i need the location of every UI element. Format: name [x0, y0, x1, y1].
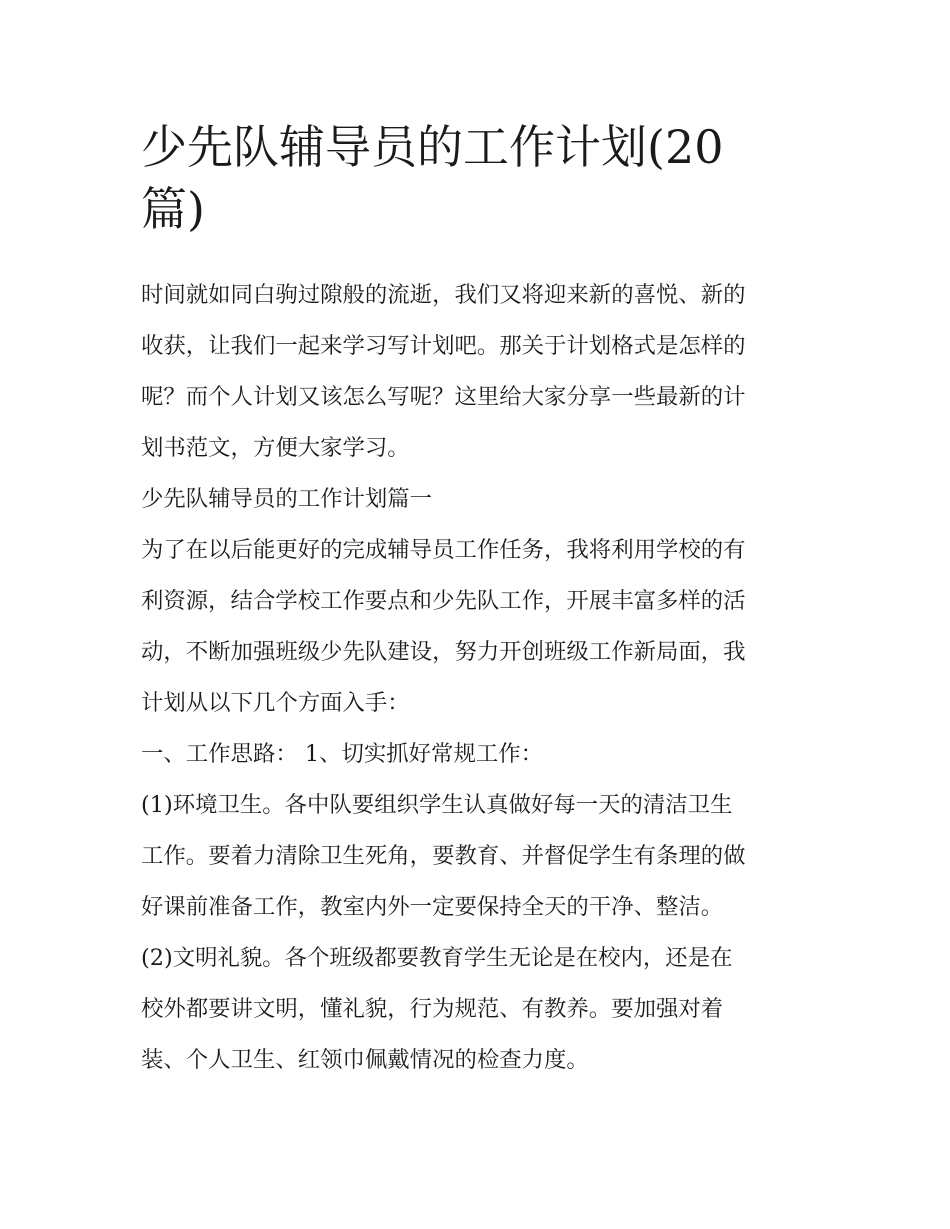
work-ideas-heading: [141, 729, 813, 780]
text-line: 动，不断加强班级少先队建设，努力开创班级工作新局面，我: [141, 639, 746, 665]
item-environment-hygiene: [141, 780, 813, 933]
text-line: 好课前准备工作，教室内外一定要保持全天的干净、整洁。: [141, 894, 724, 920]
text-line: 利资源，结合学校工作要点和少先队工作，开展丰富多样的活: [141, 588, 746, 614]
text-line: 时间就如同白驹过隙般的流逝，我们又将迎来新的喜悦、新的: [141, 282, 746, 308]
intro-paragraph: [141, 270, 813, 474]
text-line: 划书范文，方便大家学习。: [141, 435, 410, 461]
text-line: 校外都要讲文明，懂礼貌，行为规范、有教养。要加强对着: [141, 996, 724, 1022]
text-line: 呢？而个人计划又该怎么写呢？这里给大家分享一些最新的计: [141, 384, 746, 410]
text-line: 装、个人卫生、红领巾佩戴情况的检查力度。: [141, 1047, 589, 1073]
title-line: 少先队辅导员的工作计划(20: [141, 120, 724, 174]
plan-intro-paragraph: [141, 525, 813, 729]
section-heading: [141, 474, 813, 525]
document-body: [141, 270, 813, 1086]
text-line: (2)文明礼貌。各个班级都要教育学生无论是在校内，还是在: [141, 945, 733, 971]
text-line: 工作。要着力清除卫生死角，要教育、并督促学生有条理的做: [141, 843, 746, 869]
title-line: 篇): [141, 182, 205, 236]
text-line: 为了在以后能更好的完成辅导员工作任务，我将利用学校的有: [141, 537, 746, 563]
item-civility: [141, 933, 813, 1086]
document-page: [141, 118, 813, 1086]
text-line: (1)环境卫生。各中队要组织学生认真做好每一天的清洁卫生: [141, 792, 733, 818]
text-line: 少先队辅导员的工作计划篇一: [141, 486, 433, 512]
text-line: 计划从以下几个方面入手：: [141, 690, 410, 716]
text-line: 收获，让我们一起来学习写计划吧。那关于计划格式是怎样的: [141, 333, 746, 359]
text-line: 一、工作思路： 1、切实抓好常规工作：: [141, 741, 544, 767]
document-title: [141, 118, 781, 242]
